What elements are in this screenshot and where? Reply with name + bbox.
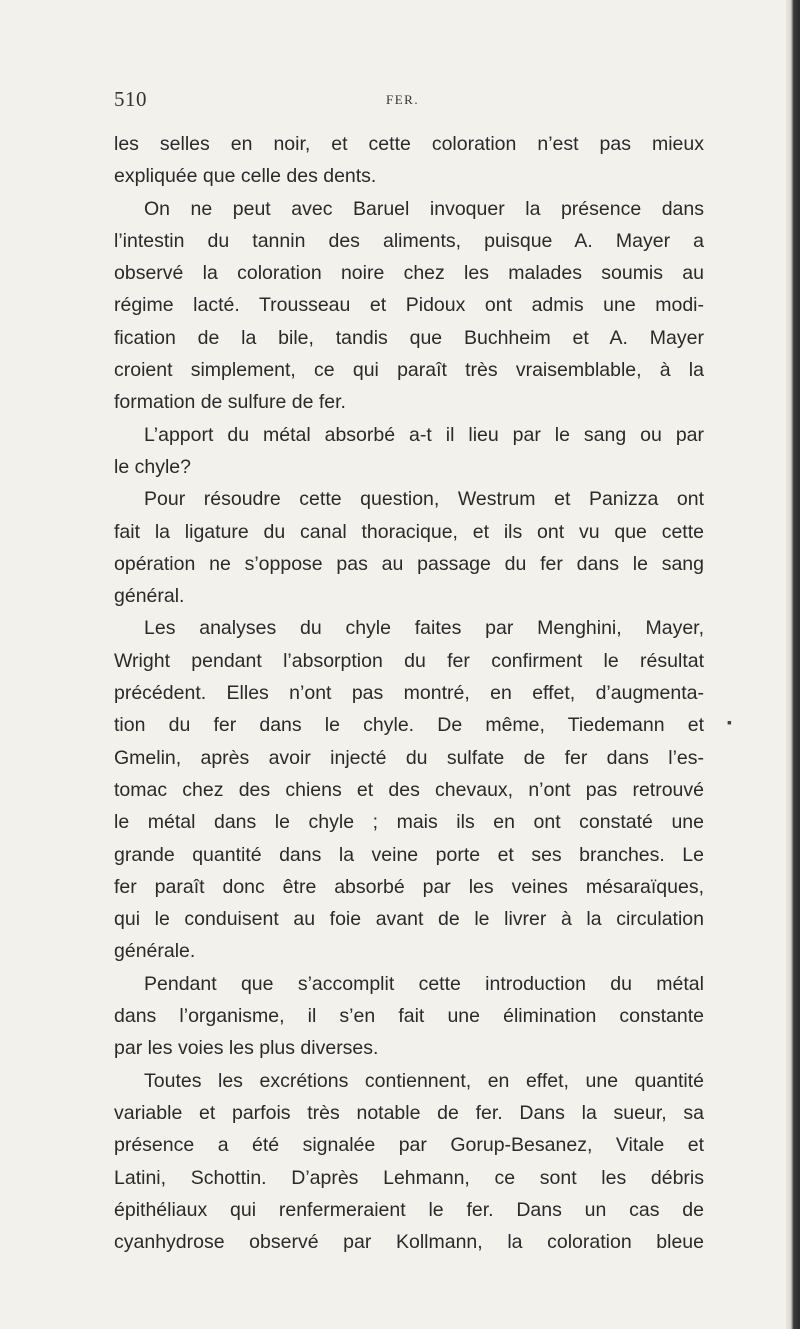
text-line: par les voies les plus diverses. — [114, 1037, 379, 1060]
text-line: Latini, Schottin. D’après Lehmann, ce sont les débris — [114, 1166, 704, 1189]
text-line: qui le conduisent au foie avant de le livrer à la circulation — [114, 908, 704, 931]
text-line: présence a été signalée par Gorup-Besanez, Vitale et — [114, 1134, 704, 1157]
text-line: expliquée que celle des dents. — [114, 165, 377, 188]
text-line: tion du fer dans le chyle. De même, Tiedemann et — [114, 714, 704, 737]
text-line: cyanhydrose observé par Kollmann, la coloration bleue — [114, 1231, 704, 1254]
text-line: l’intestin du tannin des aliments, puisque A. Mayer a — [114, 229, 704, 252]
text-line: dans l’organisme, il s’en fait une élimination constante — [114, 1005, 704, 1028]
text-line: fication de la bile, tandis que Buchheim et A. Mayer — [114, 326, 704, 349]
page-number: 510 — [114, 87, 147, 111]
text-line: variable et parfois très notable de fer. Dans la sueur, sa — [114, 1101, 704, 1124]
text-line: formation de sulfure de fer. — [114, 391, 346, 414]
text-line: Toutes les excrétions contiennent, en effet, une quantité — [144, 1069, 704, 1092]
text-line: fait la ligature du canal thoracique, et ils ont vu que cette — [114, 520, 704, 543]
text-line: le métal dans le chyle ; mais ils en ont constaté une — [114, 811, 704, 834]
text-line: Les analyses du chyle faites par Menghini, Mayer, — [144, 617, 704, 640]
text-line: observé la coloration noire chez les malades soumis au — [114, 262, 704, 285]
running-head: FER. — [386, 92, 420, 107]
text-line: tomac chez des chiens et des chevaux, n’ont pas retrouvé — [114, 778, 704, 801]
text-line: les selles en noir, et cette coloration n’est pas mieux — [114, 133, 704, 155]
text-line: général. — [114, 585, 185, 608]
text-line: croient simplement, ce qui paraît très vraisemblable, à la — [114, 359, 704, 382]
text-line: L’apport du métal absorbé a-t il lieu par le sang ou par — [144, 423, 704, 446]
text-line: grande quantité dans la veine porte et ses branches. Le — [114, 843, 704, 866]
text-line: On ne peut avec Baruel invoquer la présence dans — [144, 197, 704, 220]
page-edge — [786, 0, 800, 1329]
page-header — [114, 87, 704, 113]
body-text — [114, 128, 704, 1258]
print-speck: ▪ — [727, 714, 732, 730]
text-line: générale. — [114, 940, 196, 963]
text-line: précédent. Elles n’ont pas montré, en effet, d’augmenta- — [114, 682, 704, 705]
text-line: le chyle? — [114, 455, 191, 478]
text-line: Pendant que s’accomplit cette introduction du métal — [144, 972, 704, 995]
text-line: opération ne s’oppose pas au passage du fer dans le sang — [114, 552, 704, 575]
text-line: épithéliaux qui renfermeraient le fer. Dans un cas de — [114, 1198, 704, 1221]
text-line: Pour résoudre cette question, Westrum et Panizza ont — [144, 488, 704, 511]
text-line: Gmelin, après avoir injecté du sulfate de fer dans l’es- — [114, 746, 704, 769]
text-line: régime lacté. Trousseau et Pidoux ont admis une modi- — [114, 294, 704, 317]
text-line: Wright pendant l’absorption du fer confirment le résultat — [114, 649, 704, 672]
text-line: fer paraît donc être absorbé par les veines mésaraïques, — [114, 875, 704, 898]
